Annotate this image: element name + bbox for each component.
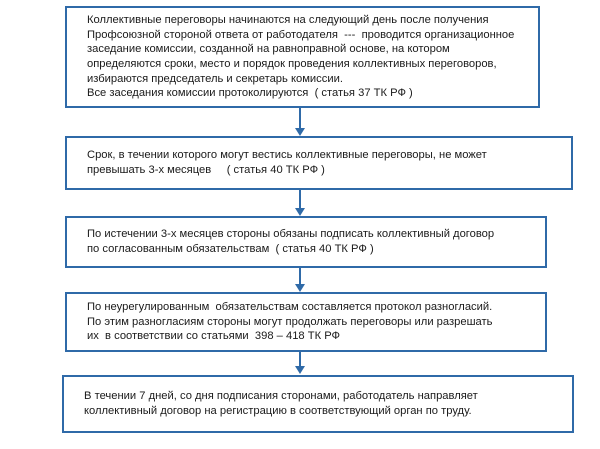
step-2-line-2: превышать 3-х месяцев ( статья 40 ТК РФ ) — [87, 164, 325, 176]
step-1-line-2: Профсоюзной стороной ответа от работодателя --- проводится организационное — [87, 28, 515, 41]
step-1-line-3: заседание комиссии, созданной на равноправной основе, на котором — [87, 43, 450, 56]
step-5-line-2: коллективный договор на регистрацию в соответствующий орган по труду. — [84, 405, 472, 417]
arrowhead-3 — [295, 284, 305, 292]
step-1-line-6: Все заседания комиссии протоколируются ( статья 37 ТК РФ ) — [87, 87, 413, 100]
arrow-connector-1 — [299, 108, 301, 130]
step-4-line-2: По этим разногласиям стороны могут продолжать переговоры или разрешать — [87, 315, 493, 328]
step-3-line-2: по согласованным обязательствам ( статья 40 ТК РФ ) — [87, 243, 374, 255]
step-box-2 — [65, 136, 573, 190]
arrowhead-1 — [295, 128, 305, 136]
step-1-line-4: определяются сроки, место и порядок проведения коллективных переговоров, — [87, 58, 497, 70]
step-2-line-1: Срок, в течении которого могут вестись коллективные переговоры, не может — [87, 149, 487, 162]
step-4-line-1: По неурегулированным обязательствам составляется протокол разногласий. — [87, 301, 493, 314]
step-box-3 — [65, 216, 547, 268]
arrow-connector-2 — [299, 190, 301, 210]
step-5-line-1: В течении 7 дней, со дня подписания сторонами, работодатель направляет — [84, 390, 478, 403]
step-1-line-5: избираются председатель и секретарь комиссии. — [87, 72, 343, 85]
arrowhead-2 — [295, 208, 305, 216]
arrowhead-4 — [295, 366, 305, 374]
step-4-line-3: их в соответствии со статьями 398 – 418 ТК РФ — [87, 330, 341, 343]
step-3-line-1: По истечении 3-х месяцев стороны обязаны подписать коллективный договор — [87, 228, 495, 241]
step-box-5 — [62, 375, 574, 433]
step-box-4 — [65, 292, 547, 352]
step-box-1 — [65, 6, 540, 108]
step-1-line-1: Коллективные переговоры начинаются на следующий день после получения — [87, 14, 489, 27]
